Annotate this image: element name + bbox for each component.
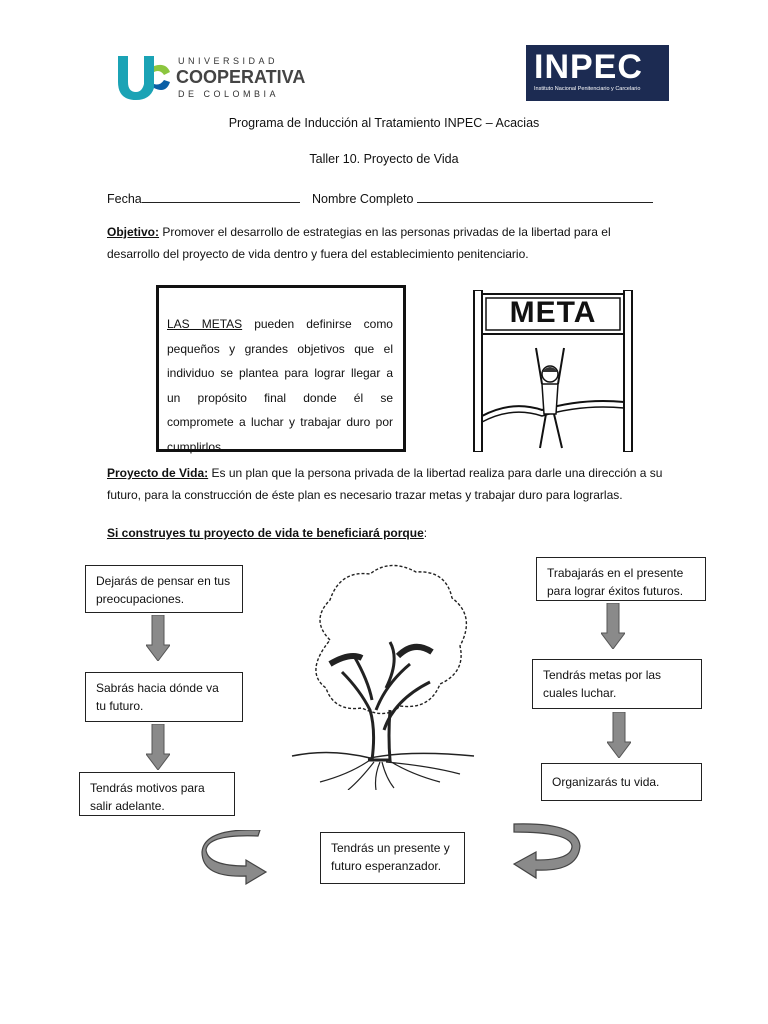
ucc-logo-mark-icon xyxy=(114,52,174,104)
page-subtitle: Taller 10. Proyecto de Vida xyxy=(309,152,459,166)
nombre-blank[interactable] xyxy=(417,188,653,203)
flow-left-box-3: Tendrás motivos para salir adelante. xyxy=(79,772,235,816)
down-arrow-icon xyxy=(601,603,625,649)
proyecto-label: Proyecto de Vida: xyxy=(107,466,209,480)
page-title: Programa de Inducción al Tratamiento INPEC – Acacias xyxy=(228,116,540,130)
objetivo-paragraph xyxy=(107,221,663,265)
objetivo-label: Objetivo: xyxy=(107,225,160,239)
curved-arrow-right-icon xyxy=(200,830,268,886)
nombre-field[interactable] xyxy=(312,188,653,206)
down-arrow-icon xyxy=(146,615,170,661)
curved-arrow-left-icon xyxy=(510,822,582,880)
inpec-logo-subtitle: Instituto Nacional Penitenciario y Carcelario xyxy=(534,86,641,92)
proyecto-text: Es un plan que la persona privada de la libertad realiza para darle una dirección a su futuro, para la construcción de éste plan es necesario trazar metas y trabajar duro para lograrlas. xyxy=(107,466,663,502)
ucc-logo-line1: UNIVERSIDAD xyxy=(178,56,279,66)
objetivo-text: Promover el desarrollo de estrategias en las personas privadas de la libertad para el desarrollo del proyecto de vida dentro y fuera del establecimiento penitenciario. xyxy=(107,225,611,261)
flow-bottom-box: Tendrás un presente y futuro esperanzador. xyxy=(320,832,465,884)
metas-label: LAS METAS xyxy=(167,317,243,331)
flow-right-box-2: Tendrás metas por las cuales luchar. xyxy=(532,659,702,709)
down-arrow-icon xyxy=(146,724,170,770)
flow-left-box-2: Sabrás hacia dónde va tu futuro. xyxy=(85,672,243,722)
tree-with-roots-icon xyxy=(290,560,476,790)
metas-paragraph xyxy=(167,312,393,459)
beneficio-heading-text: Si construyes tu proyecto de vida te beneficiará porque xyxy=(107,526,424,540)
flow-right-box-3: Organizarás tu vida. xyxy=(541,763,702,801)
inpec-logo xyxy=(526,45,669,101)
inpec-logo-title: INPEC xyxy=(534,48,643,86)
meta-sign-text: META xyxy=(509,296,597,329)
ucc-logo-line2: COOPERATIVA xyxy=(176,67,306,87)
metas-text: pueden definirse como pequeños y grandes objetivos que el individuo se plantea para lograr llegar a un propósito final donde él se compromete a luchar y trabajar duro por cumplirlos. xyxy=(167,317,393,454)
ucc-logo xyxy=(114,52,306,104)
fecha-blank[interactable] xyxy=(142,188,300,203)
metas-box xyxy=(156,285,406,452)
ucc-logo-line3: DE COLOMBIA xyxy=(178,89,280,99)
nombre-label: Nombre Completo xyxy=(312,192,414,206)
proyecto-paragraph xyxy=(107,462,667,506)
meta-finish-illustration xyxy=(472,290,634,452)
fecha-field[interactable] xyxy=(107,188,300,206)
fecha-label: Fecha xyxy=(107,192,142,206)
down-arrow-icon xyxy=(607,712,631,758)
beneficio-heading xyxy=(107,522,427,544)
beneficio-colon: : xyxy=(423,526,428,540)
flow-right-box-1: Trabajarás en el presente para lograr éxitos futuros. xyxy=(536,557,706,601)
flow-left-box-1: Dejarás de pensar en tus preocupaciones. xyxy=(85,565,243,613)
